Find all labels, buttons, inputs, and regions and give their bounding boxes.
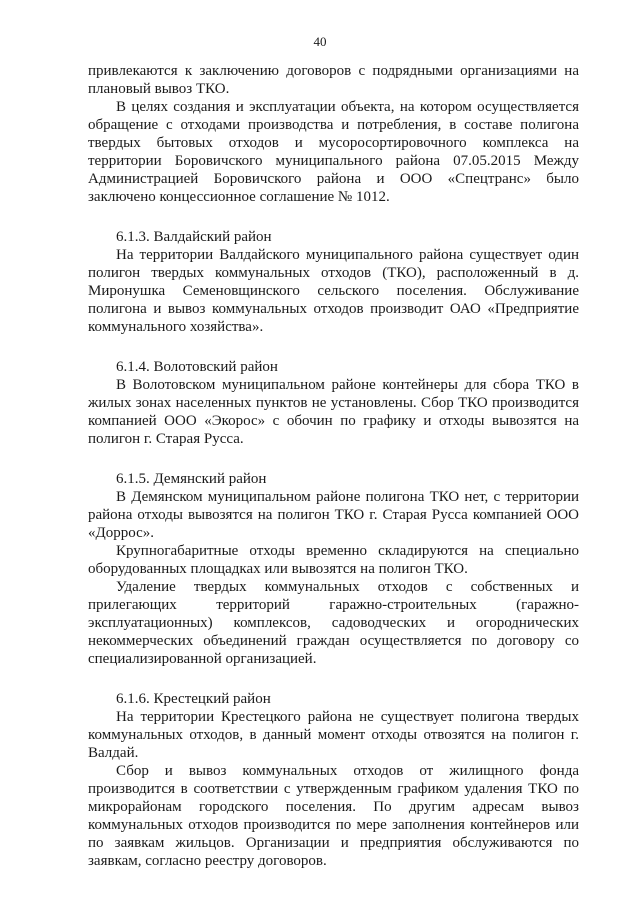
section-heading-613: 6.1.3. Валдайский район bbox=[116, 229, 272, 245]
body-paragraph: В Демянском муниципальном районе полигона ТКО нет, с территории района отходы вывозятся на полигон ТКО г. Старая Русса компанией ООО «Доррос». bbox=[88, 489, 579, 541]
section-heading-615: 6.1.5. Демянский район bbox=[116, 471, 267, 487]
body-paragraph: Крупногабаритные отходы временно складируются на специально оборудованных площадках или вывозятся на полигон ТКО. bbox=[88, 543, 579, 577]
page-number: 40 bbox=[313, 34, 327, 49]
body-paragraph: Сбор и вывоз коммунальных отходов от жилищного фонда производится в соответствии с утвержденным графиком удаления ТКО по микрорайонам городского поселения. По другим адресам вывоз коммунальных отходов производится по мере заполнения контейнеров или по заявкам жильцов. Организации и предприятия обслуживаются по заявкам, согласно реестру договоров. bbox=[88, 763, 579, 869]
section-heading-616: 6.1.6. Крестецкий район bbox=[116, 691, 271, 707]
section-heading-614: 6.1.4. Волотовский район bbox=[116, 359, 278, 375]
body-paragraph: Удаление твердых коммунальных отходов с собственных и прилегающих территорий гаражно-строительных (гаражно-эксплуатационных) комплексов, садоводческих и огороднических некоммерческих объединений граждан осуществляется по договору со специализированной организацией. bbox=[88, 579, 579, 667]
body-paragraph: На территории Крестецкого района не существует полигона твердых коммунальных отходов, в данный момент отходы отвозятся на полигон г. Валдай. bbox=[88, 709, 579, 761]
body-paragraph: В целях создания и эксплуатации объекта, на котором осуществляется обращение с отходами производства и потребления, в составе полигона твердых бытовых отходов и мусоросортировочного комплекса на территории Боровичского муниципального района 07.05.2015 Между Администрацией Боровичского района и ООО «Спецтранс» было заключено концессионное соглашение № 1012. bbox=[88, 99, 579, 205]
document-body bbox=[88, 62, 579, 870]
body-paragraph: привлекаются к заключению договоров с подрядными организациями на плановый вывоз ТКО. bbox=[88, 63, 579, 97]
body-paragraph: На территории Валдайского муниципального района существует один полигон твердых коммунальных отходов (ТКО), расположенный в д. Миронушка Семеновщинского сельского поселения. Обслуживание полигона и вывоз коммунальных отходов производит ОАО «Предприятие коммунального хозяйства». bbox=[88, 247, 579, 335]
body-paragraph: В Волотовском муниципальном районе контейнеры для сбора ТКО в жилых зонах населенных пунктов не установлены. Сбор ТКО производится компанией ООО «Экорос» с обочин по графику и отходы вывозятся на полигон г. Старая Русса. bbox=[88, 377, 579, 447]
